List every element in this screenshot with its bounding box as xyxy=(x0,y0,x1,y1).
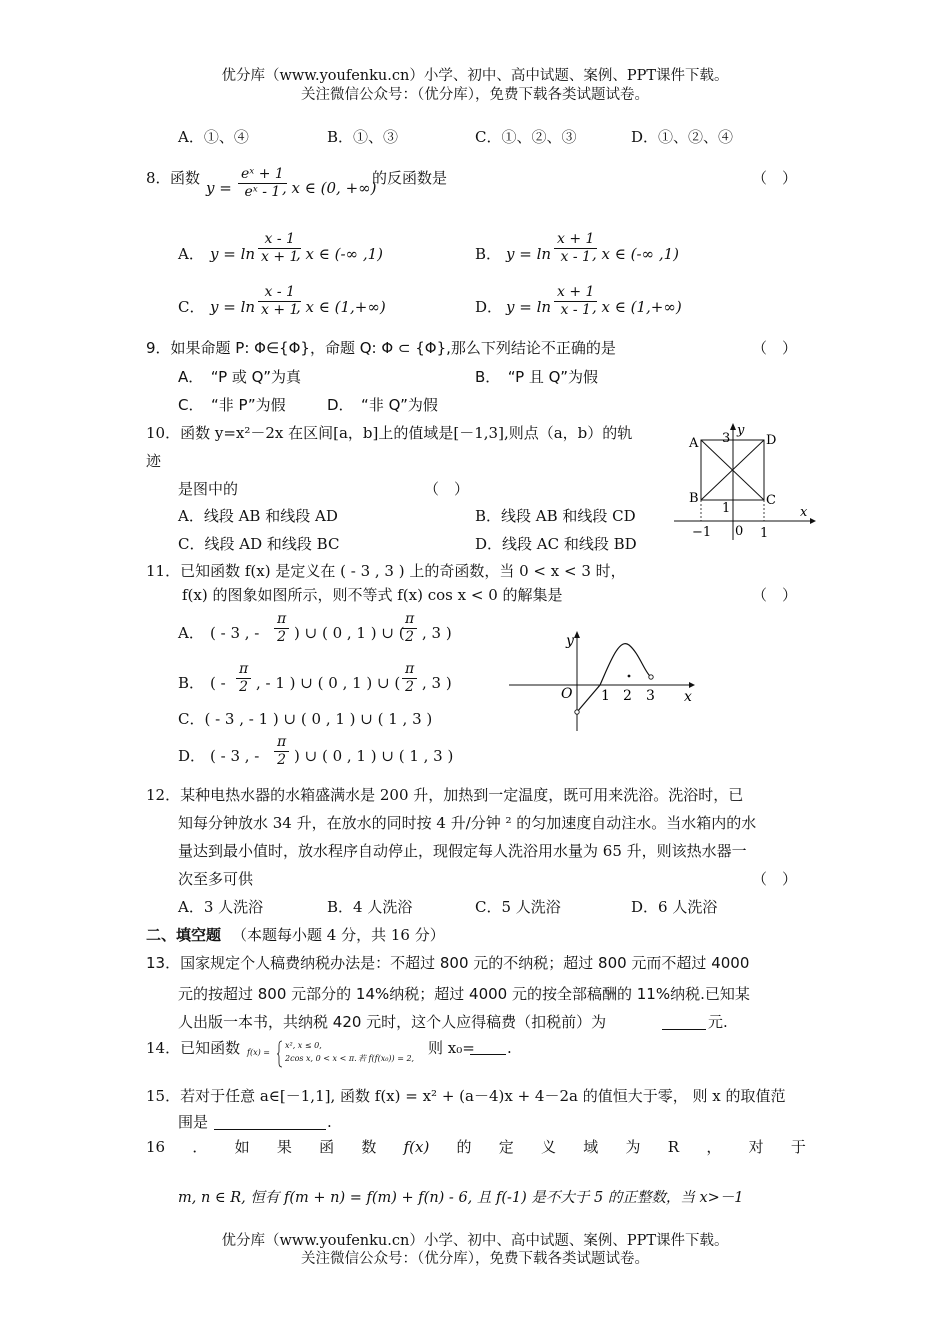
q10-tick-y1: 1 xyxy=(722,501,731,516)
q16-word: f(x) xyxy=(403,1138,430,1156)
q11-b-frac2 xyxy=(400,661,419,696)
q8-d-domain: , x ∈ (1,+∞) xyxy=(592,298,682,316)
q11-d-part1: ( - 3 , - xyxy=(210,747,260,765)
q11-line-1: 11．已知函数 f(x) 是定义在 ( - 3 , 3 ) 上的奇函数，当 0 < x < 3 时， xyxy=(146,562,626,580)
q12-line-4: 次至多可供 xyxy=(178,870,254,888)
q8-a-den: x + 1 xyxy=(258,248,301,266)
q15-tail: . xyxy=(327,1113,332,1131)
q10-figure xyxy=(670,420,815,545)
q14-tail: . xyxy=(507,1039,512,1057)
q12-line-2: 知每分钟放水 34 升，在放水的同时按 4 升/分钟 ² 的匀加速度自动注水。当水箱内的水 xyxy=(178,814,757,832)
q11-open-dot-start xyxy=(575,710,579,714)
q16-word: 如 xyxy=(234,1138,250,1156)
header-line-2: 关注微信公众号：（优分库），免费下载各类试题试卷。 xyxy=(301,87,649,103)
footer-line-1: 优分库（www.youfenku.cn）小学、初中、高中试题、案例、PPT课件下载。 xyxy=(221,1233,729,1249)
q10-option-a: A．线段 AB 和线段 AD xyxy=(178,507,338,525)
q8-c-domain: , x ∈ (1,+∞) xyxy=(296,298,386,316)
q8-a-expr: y = ln xyxy=(210,245,256,263)
q12-option-a: A．3 人洗浴 xyxy=(178,898,264,916)
q10-x-arrow xyxy=(810,518,816,524)
q14-answer-blank[interactable] xyxy=(470,1038,506,1055)
q16-word: R xyxy=(667,1138,680,1156)
q15-line-1: 15．若对于任意 a∈[－1,1], 函数 f(x) = x² + (a－4)x + 4－2a 的值恒大于零， 则 x 的取值范 xyxy=(146,1087,786,1105)
q8-denominator: eˣ - 1 xyxy=(238,183,287,201)
q11-y-label: y xyxy=(566,633,574,649)
q9-answer-paren: （ ） xyxy=(752,339,798,357)
q16-word: 于 xyxy=(790,1138,806,1156)
q7-option-c: C．①、②、③ xyxy=(475,128,577,146)
q8-d-num: x + 1 xyxy=(557,284,595,300)
q8-a-label: A． xyxy=(178,245,204,263)
q16-word: 果 xyxy=(276,1138,292,1156)
q11-x-label: x xyxy=(684,689,692,705)
q9-option-d: D． “非 Q”为假 xyxy=(327,396,438,414)
q11-answer-paren: （ ） xyxy=(752,586,798,604)
q10-line-2: 迹 xyxy=(146,452,162,470)
q11-d-part2: ) ∪ ( 0 , 1 ) ∪ ( 1 , 3 ) xyxy=(294,747,454,765)
section-2-note: （本题每小题 4 分，共 16 分） xyxy=(232,926,445,944)
q11-b-part1: ( - xyxy=(210,674,226,692)
q10-tick-3: 3 xyxy=(722,431,731,446)
q10-tick-x1: 1 xyxy=(760,526,769,541)
q16-word: 义 xyxy=(541,1138,557,1156)
q15-line-2: 围是 xyxy=(178,1113,209,1131)
q7-option-b: B．①、③ xyxy=(327,128,399,146)
q8-b-num: x + 1 xyxy=(557,231,595,247)
q12-line-3: 量达到最小值时，放水程序自动停止，现假定每人洗浴用水量为 65 升，则该热水器一 xyxy=(178,842,747,860)
q13-answer-blank[interactable] xyxy=(662,1012,706,1030)
q16-line-2: m, n ∈ R, 恒有 f(m + n) = f(m) + f(n) - 6, 且 f(-1) 是不大于 5 的正整数，当 x>－1 xyxy=(178,1190,744,1206)
q14-case-1: x², x ≤ 0, xyxy=(285,1041,322,1050)
q9-option-c: C． “非 P”为假 xyxy=(178,396,286,414)
q11-a-frac1 xyxy=(272,611,291,646)
q11-a-part1: ( - 3 , - xyxy=(210,624,260,642)
q8-prefix: 函数 xyxy=(170,169,201,187)
q16-word: 为 xyxy=(625,1138,641,1156)
q11-a-frac1-den: 2 xyxy=(274,628,289,646)
q9-option-b: B． “P 且 Q”为假 xyxy=(475,368,598,386)
q11-b-frac1-num: π xyxy=(239,661,249,677)
q11-dot xyxy=(628,675,631,678)
q16-word: 对 xyxy=(748,1138,764,1156)
q8-d-den: x - 1 xyxy=(554,301,597,319)
q11-a-frac2-den: 2 xyxy=(402,628,417,646)
q10-label-b: B xyxy=(689,491,699,506)
q7-option-a: A．①、④ xyxy=(178,128,249,146)
q10-tick-neg1: −1 xyxy=(692,525,712,540)
q12-option-c: C．5 人洗浴 xyxy=(475,898,561,916)
q10-answer-paren: （ ） xyxy=(424,480,470,498)
q9-option-a: A． “P 或 Q”为真 xyxy=(178,368,301,386)
q8-b-domain: , x ∈ (-∞ ,1) xyxy=(592,245,679,263)
q11-tick-3: 3 xyxy=(646,688,655,704)
q8-c-expr: y = ln xyxy=(210,298,256,316)
q8-c-den: x + 1 xyxy=(258,301,301,319)
q10-line-1: 10．函数 y=x²－2x 在区间[a，b]上的值域是[－1,3],则点（a，b）的轨 xyxy=(146,424,633,442)
q10-line-3: 是图中的 xyxy=(178,480,239,498)
q13-tail: 元. xyxy=(708,1013,728,1031)
q11-a-part2: ) ∪ ( 0 , 1 ) ∪ ( xyxy=(294,624,405,642)
q11-b-frac2-den: 2 xyxy=(402,678,417,696)
q12-option-d: D．6 人洗浴 xyxy=(631,898,718,916)
q11-tick-2: 2 xyxy=(623,688,632,704)
q8-d-expr: y = ln xyxy=(506,298,552,316)
q14-then: 则 x₀= xyxy=(428,1039,475,1057)
q14-case-2: 2cos x, 0 < x < π. xyxy=(285,1054,357,1063)
q16-word: ， xyxy=(706,1138,722,1156)
q11-b-part2: , - 1 ) ∪ ( 0 , 1 ) ∪ ( xyxy=(256,674,401,692)
q10-label-d: D xyxy=(766,433,777,448)
q11-b-part3: , 3 ) xyxy=(422,674,452,692)
q10-y-label: y xyxy=(737,423,745,438)
q11-line-2: f(x) 的图象如图所示，则不等式 f(x) cos x < 0 的解集是 xyxy=(182,586,563,604)
q16-word: ． xyxy=(192,1138,208,1156)
q16-word: 数 xyxy=(361,1138,377,1156)
q10-option-b: B．线段 AB 和线段 CD xyxy=(475,507,636,525)
q8-function-fraction xyxy=(236,166,289,201)
q10-option-d: D．线段 AC 和线段 BD xyxy=(475,535,637,553)
q10-x-label: x xyxy=(800,505,808,520)
q11-b-frac1 xyxy=(234,661,253,696)
q8-c-label: C． xyxy=(178,298,205,316)
q10-y-arrow xyxy=(730,423,736,430)
q16-word: 域 xyxy=(583,1138,599,1156)
q15-answer-blank[interactable] xyxy=(214,1112,326,1130)
q13-line-2: 元的按超过 800 元部分的 14%纳税；超过 4000 元的按全部稿酬的 11%纳税.已知某 xyxy=(178,985,750,1003)
q11-d-frac-num: π xyxy=(277,734,287,750)
q11-curve xyxy=(577,644,651,712)
q8-a-num: x - 1 xyxy=(264,231,295,247)
q16-word: 16 xyxy=(146,1138,166,1156)
q13-line-1: 13．国家规定个人稿费纳税办法是：不超过 800 元的不纳税；超过 800 元而不超过 4000 xyxy=(146,954,750,972)
q13-line-3: 人出版一本书，共纳税 420 元时，这个人应得稿费（扣税前）为 xyxy=(178,1013,607,1031)
q8-c-num: x - 1 xyxy=(264,284,295,300)
q11-a-frac2 xyxy=(400,611,419,646)
q12-option-b: B．4 人洗浴 xyxy=(327,898,413,916)
q11-b-frac2-num: π xyxy=(405,661,415,677)
q8-a-domain: , x ∈ (-∞ ,1) xyxy=(296,245,383,263)
q16-word: 定 xyxy=(498,1138,514,1156)
footer-line-2: 关注微信公众号：（优分库），免费下载各类试题试卷。 xyxy=(301,1251,649,1267)
q11-x-arrow xyxy=(689,682,695,688)
q11-option-c: C．( - 3 , - 1 ) ∪ ( 0 , 1 ) ∪ ( 1 , 3 ) xyxy=(178,710,433,728)
q14-prefix: 14．已知函数 xyxy=(146,1039,241,1057)
q11-d-frac-den: 2 xyxy=(274,751,289,769)
q10-option-c: C．线段 AD 和线段 BC xyxy=(178,535,340,553)
q11-a-frac2-num: π xyxy=(405,611,415,627)
q10-origin: 0 xyxy=(735,524,744,539)
q8-b-den: x - 1 xyxy=(554,248,597,266)
q11-y-arrow xyxy=(574,631,580,638)
q16-line-1 xyxy=(146,1137,806,1157)
q12-line-1: 12．某种电热水器的水箱盛满水是 200 升，加热到一定温度，既可用来洗浴。洗浴时，已 xyxy=(146,786,744,804)
q8-b-label: B． xyxy=(475,245,502,263)
q11-tick-1: 1 xyxy=(601,688,610,704)
q8-numerator: eˣ + 1 xyxy=(241,166,284,182)
q11-a-frac1-num: π xyxy=(277,611,287,627)
q8-b-expr: y = ln xyxy=(506,245,552,263)
q16-word: 的 xyxy=(456,1138,472,1156)
q11-b-label: B． xyxy=(178,674,205,692)
q11-open-dot-end xyxy=(649,675,653,679)
q11-d-frac xyxy=(272,734,291,769)
q7-option-d: D．①、②、④ xyxy=(631,128,734,146)
q11-a-part3: , 3 ) xyxy=(422,624,452,642)
header-line-1: 优分库（www.youfenku.cn）小学、初中、高中试题、案例、PPT课件下载。 xyxy=(221,68,729,84)
q14-f: f(x) = xyxy=(247,1048,270,1057)
q10-label-a: A xyxy=(689,436,699,451)
q8-suffix: 的反函数是 xyxy=(372,169,448,187)
q16-word: 函 xyxy=(319,1138,335,1156)
q11-figure xyxy=(505,625,700,735)
q14-brace xyxy=(277,1040,283,1068)
q11-a-label: A． xyxy=(178,624,204,642)
q9-stem: 9．如果命题 P: Φ∈{Φ}，命题 Q: Φ ⊂ {Φ},那么下列结论不正确的是 xyxy=(146,339,616,357)
q8-d-label: D． xyxy=(475,298,503,316)
q8-answer-paren: （ ） xyxy=(752,169,798,187)
q11-b-frac1-den: 2 xyxy=(236,678,251,696)
q8-domain: , x ∈ (0, +∞) xyxy=(282,179,377,197)
q10-label-c: C xyxy=(766,493,776,508)
q8-y: y = xyxy=(206,179,232,197)
q11-origin: O xyxy=(561,686,573,702)
q14-condition: 若 f(f(x₀)) = 2, xyxy=(358,1054,415,1063)
section-2-title: 二、填空题 xyxy=(146,926,222,944)
q11-d-label: D． xyxy=(178,747,206,765)
q12-answer-paren: （ ） xyxy=(752,870,798,888)
q8-number: 8． xyxy=(146,169,171,187)
